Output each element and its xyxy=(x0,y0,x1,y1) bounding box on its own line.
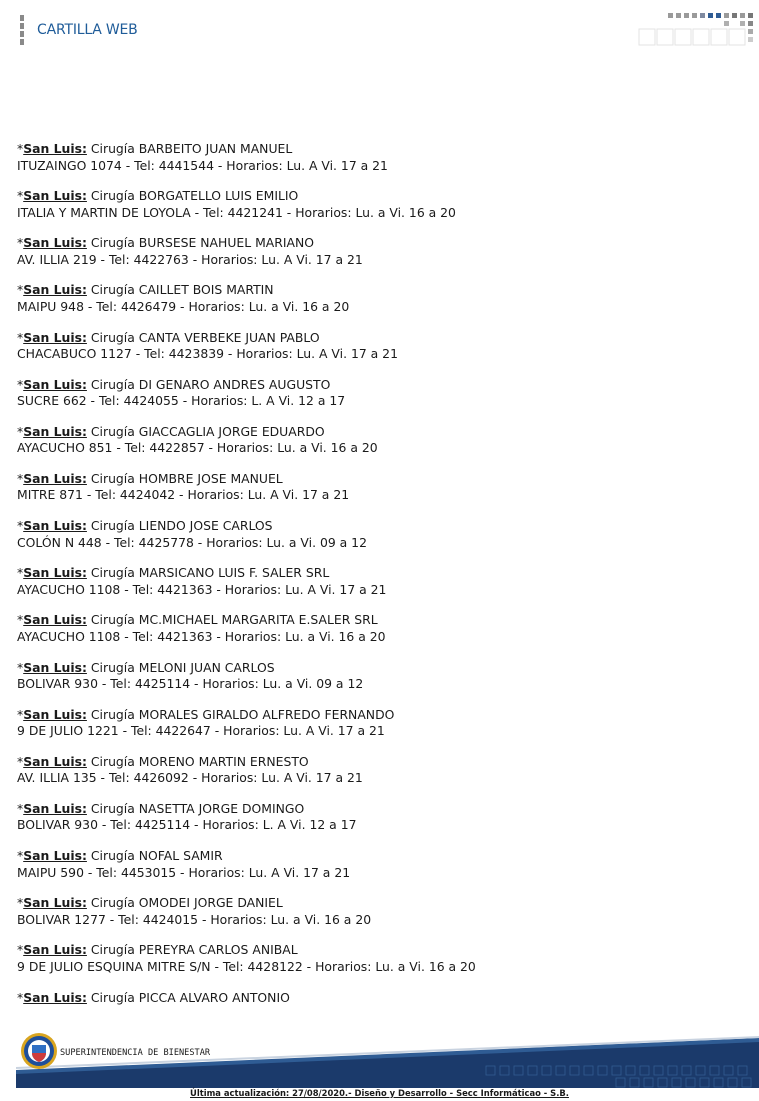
list-item: *San Luis: Cirugía NOFAL SAMIR MAIPU 590 - Tel: 4453015 - Horarios: Lu. A Vi. 17 a 21 xyxy=(17,848,742,895)
city-label: San Luis: xyxy=(23,989,87,1005)
provider-detail: CHACABUCO 1127 - Tel: 4423839 - Horarios: Lu. A Vi. 17 a 21 xyxy=(17,346,398,362)
provider-name: CAILLET BOIS MARTIN xyxy=(138,282,274,298)
provider-detail: BOLIVAR 930 - Tel: 4425114 - Horarios: L. A Vi. 12 a 17 xyxy=(17,817,357,833)
list-item: *San Luis: Cirugía MARSICANO LUIS F. SALER SRL AYACUCHO 1108 - Tel: 4421363 - Horarios: Lu. A Vi. 17 a 21 xyxy=(17,565,742,612)
list-item: *San Luis: Cirugía MORENO MARTIN ERNESTO AV. ILLIA 135 - Tel: 4426092 - Horarios: Lu. A Vi. 17 a 21 xyxy=(17,754,742,801)
list-item: *San Luis: Cirugía PEREYRA CARLOS ANIBAL 9 DE JULIO ESQUINA MITRE S/N - Tel: 4428122 - Horarios: Lu. a Vi. 16 a 20 xyxy=(17,942,742,989)
footer-band xyxy=(16,1036,759,1088)
list-item: *San Luis: Cirugía OMODEI JORGE DANIEL BOLIVAR 1277 - Tel: 4424015 - Horarios: Lu. a Vi. 16 a 20 xyxy=(17,895,742,942)
provider-name: BURSESE NAHUEL MARIANO xyxy=(138,235,315,251)
list-item: *San Luis: Cirugía BORGATELLO LUIS EMILIO ITALIA Y MARTIN DE LOYOLA - Tel: 4421241 - Horarios: Lu. a Vi. 16 a 20 xyxy=(17,188,742,235)
corner-pattern-decoration xyxy=(638,11,758,47)
last-update-note: Última actualización: 27/08/2020.- Diseño y Desarrollo - Secc Informáticao - S.B. xyxy=(190,1088,569,1098)
city-label: San Luis: xyxy=(23,141,87,156)
provider-detail: MAIPU 948 - Tel: 4426479 - Horarios: Lu. a Vi. 16 a 20 xyxy=(17,298,350,314)
provider-detail: 9 DE JULIO ESQUINA MITRE S/N - Tel: 4428122 - Horarios: Lu. a Vi. 16 a 20 xyxy=(17,958,476,974)
city-label: San Luis: xyxy=(23,800,87,816)
list-item: *San Luis: Cirugía MC.MICHAEL MARGARITA E.SALER SRL AYACUCHO 1108 - Tel: 4421363 - Horarios: Lu. a Vi. 16 a 20 xyxy=(17,612,742,659)
provider-detail: MAIPU 590 - Tel: 4453015 - Horarios: Lu. A Vi. 17 a 21 xyxy=(17,864,351,880)
header-accent-bar xyxy=(20,15,24,47)
provider-name: BARBEITO JUAN MANUEL xyxy=(138,141,293,156)
list-item: *San Luis: Cirugía GIACCAGLIA JORGE EDUARDO AYACUCHO 851 - Tel: 4422857 - Horarios: Lu. a Vi. 16 a 20 xyxy=(17,424,742,471)
list-item: *San Luis: Cirugía NASETTA JORGE DOMINGO BOLIVAR 930 - Tel: 4425114 - Horarios: L. A Vi. 12 a 17 xyxy=(17,801,742,848)
provider-detail: BOLIVAR 930 - Tel: 4425114 - Horarios: Lu. a Vi. 09 a 12 xyxy=(17,676,364,692)
list-item: *San Luis: Cirugía HOMBRE JOSE MANUEL MITRE 871 - Tel: 4424042 - Horarios: Lu. A Vi. 17 a 21 xyxy=(17,471,742,518)
provider-name: MARSICANO LUIS F. SALER SRL xyxy=(138,565,330,581)
provider-detail: AV. ILLIA 219 - Tel: 4422763 - Horarios: Lu. A Vi. 17 a 21 xyxy=(17,251,363,267)
provider-detail: MITRE 871 - Tel: 4424042 - Horarios: Lu. A Vi. 17 a 21 xyxy=(17,487,350,503)
provider-name: BORGATELLO LUIS EMILIO xyxy=(138,188,299,204)
provider-name: MORENO MARTIN ERNESTO xyxy=(138,753,309,769)
provider-name: MC.MICHAEL MARGARITA E.SALER SRL xyxy=(138,612,378,628)
provider-detail: BOLIVAR 1277 - Tel: 4424015 - Horarios: Lu. a Vi. 16 a 20 xyxy=(17,911,372,927)
organization-name: SUPERINTENDENCIA DE BIENESTAR xyxy=(60,1048,211,1058)
provider-name: HOMBRE JOSE MANUEL xyxy=(138,470,283,486)
list-item: *San Luis: Cirugía MORALES GIRALDO ALFREDO FERNANDO 9 DE JULIO 1221 - Tel: 4422647 - Horarios: Lu. A Vi. 17 a 21 xyxy=(17,707,742,754)
provider-name: NOFAL SAMIR xyxy=(138,848,223,864)
provider-name: PICCA ALVARO ANTONIO xyxy=(138,989,290,1005)
provider-detail: AV. ILLIA 135 - Tel: 4426092 - Horarios: Lu. A Vi. 17 a 21 xyxy=(17,770,363,786)
provider-name: LIENDO JOSE CARLOS xyxy=(138,518,273,534)
city-label: San Luis: xyxy=(23,235,87,251)
city-label: San Luis: xyxy=(23,659,87,675)
page-header xyxy=(0,0,759,60)
list-item: *San Luis: Cirugía CANTA VERBEKE JUAN PABLO CHACABUCO 1127 - Tel: 4423839 - Horarios: Lu. A Vi. 17 a 21 xyxy=(17,330,742,377)
list-item: *San Luis: Cirugía MELONI JUAN CARLOS BOLIVAR 930 - Tel: 4425114 - Horarios: Lu. a Vi. 09 a 12 xyxy=(17,660,742,707)
city-label: San Luis: xyxy=(23,848,87,864)
provider-name: GIACCAGLIA JORGE EDUARDO xyxy=(138,423,325,439)
city-label: San Luis: xyxy=(23,753,87,769)
city-label: San Luis: xyxy=(23,329,87,345)
provider-detail: COLÓN N 448 - Tel: 4425778 - Horarios: Lu. a Vi. 09 a 12 xyxy=(17,534,367,550)
city-label: San Luis: xyxy=(23,376,87,392)
city-label: San Luis: xyxy=(23,612,87,628)
list-item: *San Luis: Cirugía BARBEITO JUAN MANUEL ITUZAINGO 1074 - Tel: 4441544 - Horarios: Lu. A Vi. 17 a 21 xyxy=(17,141,742,188)
provider-name: NASETTA JORGE DOMINGO xyxy=(138,800,305,816)
provider-detail: AYACUCHO 1108 - Tel: 4421363 - Horarios: Lu. A Vi. 17 a 21 xyxy=(17,581,387,597)
city-label: San Luis: xyxy=(23,565,87,581)
provider-name: OMODEI JORGE DANIEL xyxy=(138,895,283,911)
provider-detail: AYACUCHO 851 - Tel: 4422857 - Horarios: Lu. a Vi. 16 a 20 xyxy=(17,440,378,456)
city-label: San Luis: xyxy=(23,188,87,204)
list-item: *San Luis: Cirugía DI GENARO ANDRES AUGUSTO SUCRE 662 - Tel: 4424055 - Horarios: L. A Vi. 12 a 17 xyxy=(17,377,742,424)
city-label: San Luis: xyxy=(23,423,87,439)
list-item: *San Luis: Cirugía CAILLET BOIS MARTIN MAIPU 948 - Tel: 4426479 - Horarios: Lu. a Vi. 16 a 20 xyxy=(17,282,742,329)
list-item: *San Luis: Cirugía LIENDO JOSE CARLOS COLÓN N 448 - Tel: 4425778 - Horarios: Lu. a Vi. 09 a 12 xyxy=(17,518,742,565)
list-item: *San Luis: Cirugía BURSESE NAHUEL MARIANO AV. ILLIA 219 - Tel: 4422763 - Horarios: Lu. A Vi. 17 a 21 xyxy=(17,235,742,282)
provider-detail: ITUZAINGO 1074 - Tel: 4441544 - Horarios: Lu. A Vi. 17 a 21 xyxy=(17,157,388,173)
provider-name: DI GENARO ANDRES AUGUSTO xyxy=(138,376,331,392)
city-label: San Luis: xyxy=(23,282,87,298)
provider-name: CANTA VERBEKE JUAN PABLO xyxy=(138,329,320,345)
city-label: San Luis: xyxy=(23,942,87,958)
provider-detail: ITALIA Y MARTIN DE LOYOLA - Tel: 4421241 - Horarios: Lu. a Vi. 16 a 20 xyxy=(17,204,456,220)
provider-detail: SUCRE 662 - Tel: 4424055 - Horarios: L. A Vi. 12 a 17 xyxy=(17,393,346,409)
city-label: San Luis: xyxy=(23,706,87,722)
city-label: San Luis: xyxy=(23,470,87,486)
list-item: *San Luis: Cirugía PICCA ALVARO ANTONIO xyxy=(17,989,290,1005)
page-title: CARTILLA WEB xyxy=(37,22,138,38)
city-label: San Luis: xyxy=(23,895,87,911)
shield-emblem-icon xyxy=(20,1032,58,1070)
provider-detail: AYACUCHO 1108 - Tel: 4421363 - Horarios: Lu. a Vi. 16 a 20 xyxy=(17,628,386,644)
provider-name: MELONI JUAN CARLOS xyxy=(138,659,275,675)
provider-list xyxy=(17,141,742,1037)
provider-name: PEREYRA CARLOS ANIBAL xyxy=(138,942,298,958)
provider-name: MORALES GIRALDO ALFREDO FERNANDO xyxy=(138,706,395,722)
provider-detail: 9 DE JULIO 1221 - Tel: 4422647 - Horarios: Lu. A Vi. 17 a 21 xyxy=(17,723,385,739)
city-label: San Luis: xyxy=(23,518,87,534)
